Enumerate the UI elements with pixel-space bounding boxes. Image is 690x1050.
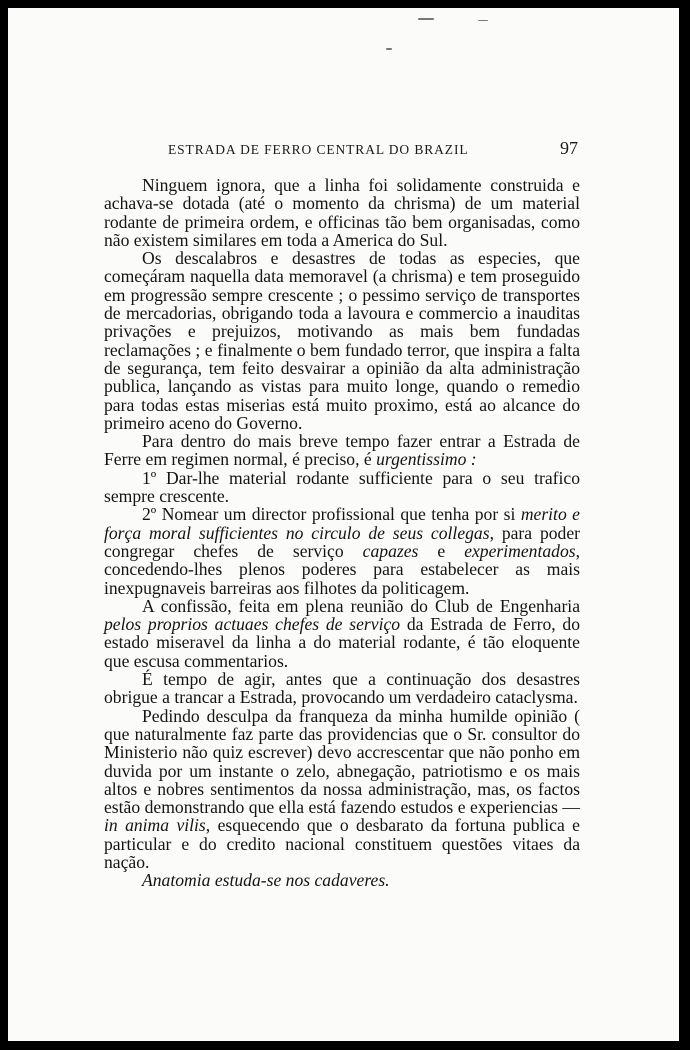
ink-speck	[386, 48, 392, 50]
text-run: 2º Nomear um director profissional que tenha por si	[142, 504, 521, 525]
text-run: Os descalabros e desastres de todas as especies, que começáram naquella data memoravel (a chrisma) e tem proseguido em progressão sempre crescente ; o pessimo serviço de transportes de mercadorias, obrigando toda a lavoura e commercio a inauditas privações e prejuizos, motivando as mais bem fundadas reclamações ; e finalmente o bem fundado terror, que inspira a falta de segurança, tem feito desvairar a opinião da alta administração publica, lançando as vistas para muito longe, quando o remedio para todas estas miserias está muito proximo, está ao alcance do primeiro aceno do Governo.	[104, 248, 580, 433]
italic-text: in anima vilis	[104, 815, 206, 836]
text-run: da Estrada de Ferro, do estado miseravel da linha a do material rodante, é tão eloquente que escusa commentarios.	[104, 614, 580, 671]
paragraph	[104, 505, 580, 596]
running-title: ESTRADA DE FERRO CENTRAL DO BRAZIL	[168, 142, 469, 157]
italic-text: capazes	[362, 540, 419, 561]
text-run: , concedendo-lhes plenos poderes para estabelecer as mais inexpugnaveis barreiras aos filhotes da politicagem.	[104, 540, 580, 598]
paragraph	[104, 469, 580, 506]
italic-text: Anatomia estuda-se nos cadaveres.	[142, 870, 390, 891]
text-run: Ninguem ignora, que a linha foi solidamente construida e achava-se dotada (até o momento da chrisma) de um material rodante de primeira ordem, e officinas tão bem organisadas, como não existem similares em toda a America do Sul.	[104, 175, 580, 250]
ink-speck	[478, 20, 488, 21]
paragraph	[104, 597, 580, 670]
text-run: Para dentro do mais breve tempo fazer entrar a Estrada de Ferre em regimen normal, é preciso, é	[104, 431, 580, 470]
text-run: , esquecendo que o desbarato da fortuna publica e particular e do credito nacional constituem questões vitaes da nação.	[104, 815, 580, 872]
italic-text: experimentados	[464, 540, 576, 561]
ink-speck	[418, 18, 434, 20]
paragraph	[104, 707, 580, 872]
italic-text: urgentissimo :	[376, 449, 477, 470]
paragraph	[104, 249, 580, 432]
scanned-page	[8, 8, 679, 1041]
text-run: Pedindo desculpa da franqueza da minha humilde opinião ( que naturalmente faz parte das providencias que o Sr. consultor do Ministerio não quiz escrever) devo accrescentar que não ponho em duvida por um instante o zelo, abnegação, patriotismo e os mais altos e nobres sentimentos da nossa administração, mas, os factos estão demonstrando que ella está fazendo estudos e experiencias —	[104, 705, 580, 818]
paragraph	[104, 670, 580, 707]
page-number: 97	[560, 138, 578, 158]
text-run: 1º Dar-lhe material rodante sufficiente para o seu trafico sempre crescente.	[104, 467, 580, 507]
running-header	[168, 138, 578, 162]
text-run: e	[418, 540, 465, 561]
text-run: A confissão, feita em plena reunião do Club de Engenharia	[142, 595, 580, 616]
body-text	[104, 176, 580, 890]
italic-text: pelos proprios actuaes chefes de serviço	[104, 614, 401, 635]
paragraph	[104, 871, 580, 889]
text-run: , para poder congregar chefes de serviço	[104, 522, 581, 561]
italic-text: merito e força moral sufficientes no circulo de seus collegas	[104, 504, 580, 543]
text-run: É tempo de agir, antes que a continuação dos desastres obrigue a trancar a Estrada, provocando um verdadeiro cataclysma.	[104, 669, 580, 708]
paragraph	[104, 176, 580, 249]
paragraph	[104, 432, 580, 469]
